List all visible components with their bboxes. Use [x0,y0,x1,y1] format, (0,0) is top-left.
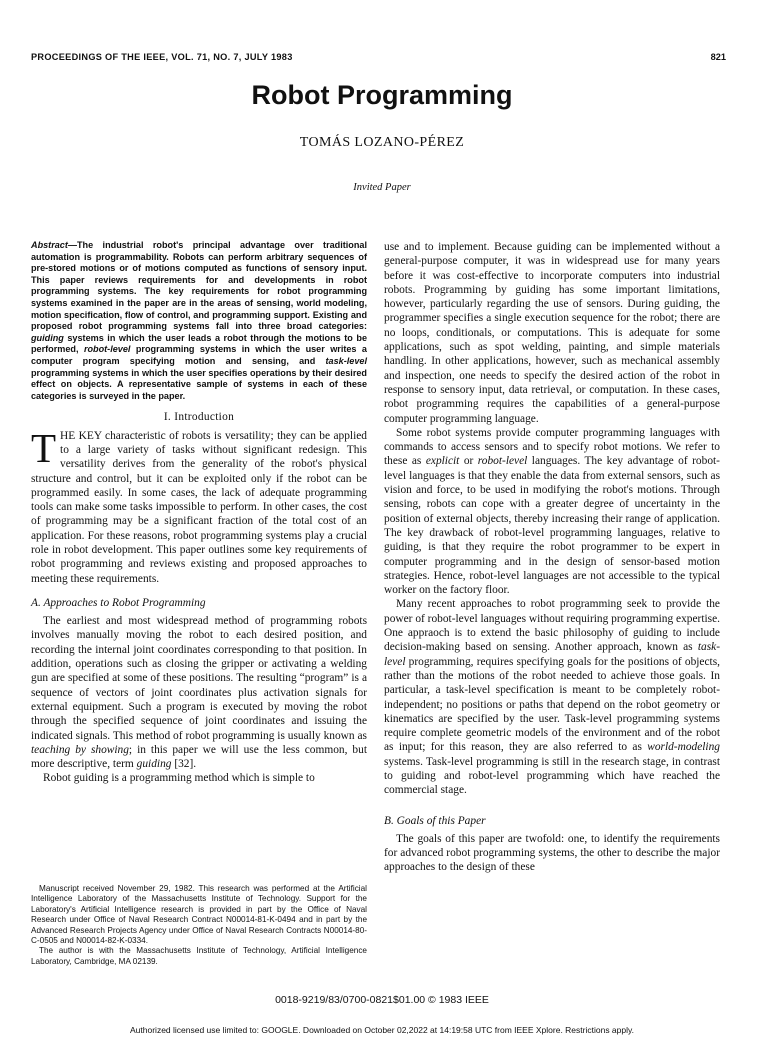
term-teaching-by-showing: teaching by showing [31,743,129,756]
left-column [31,240,367,786]
right-paragraph-2 [384,426,720,598]
abstract-term-task-level: task-level [325,355,367,366]
approaches-text-2: ; in this paper we will use the less common, but more descriptive, term [31,743,367,771]
footnote-manuscript: Manuscript received November 29, 1982. This research was performed at the Artificial Intelligence Laboratory of the Massachusetts Institute of Technology. Support for the Laboratory's Artificial Intelligence research is provided in part by the Office of Naval Research under Office of Naval Research Contract N00014-81-K-0494 and in part by the Advanced Research Projects Agency under Office of Naval Research Contracts N00014-80-C-0505 and N00014-82-K-0334. [31,884,367,946]
approaches-paragraph-1 [31,614,367,771]
abstract-text-2: systems in which the user leads a robot through the motions to be performed, [31,332,367,355]
term-guiding: guiding [136,758,172,771]
page-number: 821 [710,52,726,62]
rp2-text-2: languages. The key advantage of robot-level languages is that they enable the data from external sensors, such as vision and force, to be used in modifying the robot's motions. Through sensing, robots can cope with a greater degree of uncertainty in the position of external objects, thereby increasing their range of application. The key drawback of robot-level programming languages, relative to guiding, is that they require the robot programmer to be expert in computer programming and in the design of sensor-based motion strategies. Hence, robot-level languages are not accessible to the typical worker on the factory floor. [384,455,720,597]
right-paragraph-1: use and to implement. Because guiding can be implemented without a general-purpose computer, it was in widespread use for many years before it was cost-effective to incorporate computers into industrial robots. Programming by guiding has some important limitations, however, particularly regarding the use of sensors. During guiding, the programmer specifies a single execution sequence for the robot; there are no loops, conditionals, or computations. This is adequate for some applications, such as spot welding, painting, and simple materials handling. In other applications, however, such as mechanical assembly and inspection, one needs to specify the desired action of the robot in response to sensory input, data retrieval, or computation. In these cases, robot programming requires the capabilities of a general-purpose computer programming language. [384,241,720,425]
rp2-or: or [459,455,478,468]
subsection-heading-goals: B. Goals of this Paper [384,814,486,827]
intro-text: HE KEY characteristic of robots is versatility; they can be applied to a large variety of tasks without significant redesign. This versatility derives from the generality of the robot's physical structure and control, but it can be exploited only if the robot can be programmed easily. In some cases, the lack of adequate programming tools can make some tasks impossible to perform. In other cases, the cost of programming may be a significant fraction of the total cost of an application. For these reasons, robot programming systems play a crucial role in robot development. This paper outlines some key requirements of robot programming and reviews existing and proposed approaches to meeting these requirements. [31,429,367,585]
copyright-line: 0018-9219/83/0700-0821$01.00 © 1983 IEEE [275,994,489,1006]
abstract [31,240,367,402]
term-robot-level: robot-level [477,455,528,468]
abstract-text-4: programming systems in which the user specifies operations by their desired effect on objects. A representative sample of systems in each of these categories is surveyed in the paper. [31,367,367,401]
approaches-text-1: The earliest and most widespread method of programming robots involves manually moving the robot to each desired position, and recording the internal joint coordinates corresponding to that position. In addition, operations such as closing the gripper or activating a welding gun are specified at some of these positions. The resulting “program” is a sequence of vectors of joint coordinates plus activation signals for external equipment. Such a program is executed by moving the robot through the specified sequence of joint coordinates and issuing the indicated signals. This method of robot programming is usually known as [31,615,367,742]
term-world-modeling: world-modeling [647,741,720,754]
drop-cap: T [31,424,57,471]
abstract-text-3: programming systems in which the user writes a computer program specifying motion and sensing, and [31,344,367,366]
right-paragraph-3 [384,597,720,797]
right-column [384,240,720,875]
right-paragraph-4: The goals of this paper are twofold: one, to identify the requirements for advanced robot programming systems, the other to describe the major approaches to the design of these [384,832,720,874]
abstract-term-guiding: guiding [31,332,64,343]
rp3-text-3: systems. Task-level programming is still in the research stage, in contrast to guiding and robot-level programming which have reached the commercial stage. [384,755,720,797]
journal-header: PROCEEDINGS OF THE IEEE, VOL. 71, NO. 7, JULY 1983 [31,52,293,62]
rp2-text-1: Some robot systems provide computer programming languages with commands to access sensors and to specify robot motions. We refer to these as [384,426,720,468]
rp3-text-2: programming, requires specifying goals for the positions of objects, rather than the motions of the robot needed to achieve those goals. In particular, a task-level specification is meant to be completely robot-independent; no positions or paths that depend on the robot geometry or kinematics are specified by the user. Task-level programming systems require complete geometric models of the environment and of the robot as input; for this reason, they are also referred to as [384,655,720,754]
invited-paper-label: Invited Paper [353,182,411,193]
abstract-term-robot-level: robot-level [83,344,131,355]
intro-paragraph [31,424,367,586]
subsection-heading-approaches: A. Approaches to Robot Programming [31,596,206,609]
section-heading-introduction: I. Introduction [163,411,235,424]
term-task-level: task-level [384,641,720,668]
paper-title: Robot Programming [251,80,513,110]
footnote-author: The author is with the Massachusetts Institute of Technology, Artificial Intelligence Laboratory, Cambridge, MA 02139. [31,946,367,966]
approaches-paragraph-2: Robot guiding is a programming method which is simple to [43,772,315,785]
paper-author: TOMÁS LOZANO-PÉREZ [299,135,465,150]
approaches-text-3: [32]. [171,758,197,771]
term-explicit: explicit [425,455,460,468]
rp3-text-1: Many recent approaches to robot programming seek to provide the power of robot-level languages without requiring programming expertise. One appraoch is to extend the basic philosophy of guiding to include decision-making based on sensing. Another approach, known as [384,598,720,654]
footnote [31,884,367,967]
abstract-label: Abstract [31,240,68,250]
abstract-text: —The industrial robot's principal advantage over traditional automation is programmability. Robots can perform arbitrary sequences of pre-stored motions or of motions computed as functions of sensory input. This paper reviews requirements for and developments in robot programming systems. The key requirements for robot programming systems examined in the paper are in the areas of sensing, world modeling, motion specification, flow of control, and programming support. Existing and proposed robot programming systems fall into three broad categories: [31,240,367,332]
license-notice: Authorized licensed use limited to: GOOGLE. Downloaded on October 02,2022 at 14:19:58 UTC from IEEE Xplore. Restrictions apply. [130,1025,634,1035]
